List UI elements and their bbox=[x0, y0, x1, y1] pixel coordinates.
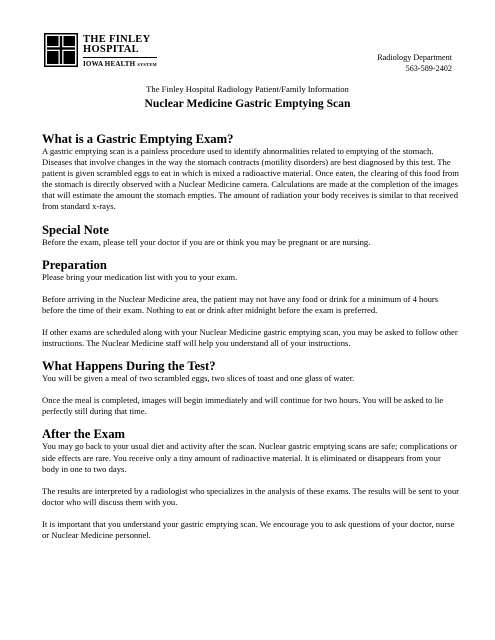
paragraph: Before arriving in the Nuclear Medicine area, the patient may not have any food or drink for a minimum of 4 hours before the time of their exam. Nothing to eat or drink after midnight before the exam is preferred. bbox=[42, 293, 439, 315]
document-body bbox=[42, 132, 460, 541]
paragraph: Please bring your medication list with you to your exam. bbox=[42, 271, 238, 282]
section-what-is bbox=[42, 132, 460, 213]
logo-wordmark bbox=[83, 35, 157, 70]
logo-line-iowa-health bbox=[83, 57, 157, 70]
section-during-test bbox=[42, 359, 460, 417]
section-preparation bbox=[42, 258, 460, 349]
department-contact bbox=[377, 52, 452, 74]
logo-system: SYSTEM bbox=[137, 62, 157, 67]
paragraph: You may go back to your usual diet and activity after the scan. Nuclear gastric emptying scans are safe; complications or side effects are rare. You receive only a tiny amount of radioactive material. It is eliminated or disappears from your body in one to two days. bbox=[42, 441, 458, 474]
document-subtitle: The Finley Hospital Radiology Patient/Family Information bbox=[146, 84, 349, 94]
hospital-logo bbox=[44, 33, 164, 75]
paragraph: It is important that you understand your gastric emptying scan. We encourage you to ask questions of your doctor, nurse or Nuclear Medicine personnel. bbox=[42, 518, 455, 540]
department-phone: 563-589-2402 bbox=[405, 64, 452, 73]
paragraph: The results are interpreted by a radiologist who specializes in the analysis of these exams. The results will be sent to your doctor who will discuss them with you. bbox=[42, 485, 460, 507]
section-heading: After the Exam bbox=[42, 427, 126, 442]
paragraph: You will be given a meal of two scrambled eggs, two slices of toast and one glass of water. bbox=[42, 373, 355, 384]
document-title: Nuclear Medicine Gastric Emptying Scan bbox=[144, 97, 351, 110]
section-heading: What Happens During the Test? bbox=[42, 359, 216, 374]
section-heading: Preparation bbox=[42, 257, 107, 272]
logo-line-the-finley: THE FINLEY bbox=[83, 34, 151, 45]
paragraph: A gastric emptying scan is a painless procedure used to identify abnormalities related to emptying of the stomach. Diseases that involve changes in the way the stomach contracts (motility disorders) are best diagnosed by this test. The patient is given scrambled eggs to eat in which is mixed a radioactive material. Once eaten, the clearing of this food from the stomach is directly observed with a Nuclear Medicine camera. Calculations are made at the completion of the images that will estimate the amount the stomach empties. The amount of radiation your body receives is similar to that received from standard x-rays. bbox=[42, 146, 459, 212]
logo-iowa-health: IOWA HEALTH bbox=[83, 60, 136, 68]
section-special-note bbox=[42, 223, 460, 248]
section-heading: What is a Gastric Emptying Exam? bbox=[42, 132, 234, 146]
paragraph: Once the meal is completed, images will begin immediately and will continue for two hours. You will be asked to lie perfectly still during that time. bbox=[42, 395, 444, 417]
paragraph: If other exams are scheduled along with your Nuclear Medicine gastric emptying scan, you may be asked to follow other instructions. The Nuclear Medicine staff will help you understand all of your instructions. bbox=[42, 326, 458, 349]
paragraph: Before the exam, please tell your doctor if you are or think you may be pregnant or are nursing. bbox=[42, 236, 371, 247]
finley-cross-logo-icon bbox=[44, 33, 78, 67]
section-heading: Special Note bbox=[42, 222, 109, 237]
department-name: Radiology Department bbox=[377, 53, 452, 62]
section-after-exam bbox=[42, 427, 460, 541]
logo-line-hospital: HOSPITAL bbox=[83, 44, 139, 55]
